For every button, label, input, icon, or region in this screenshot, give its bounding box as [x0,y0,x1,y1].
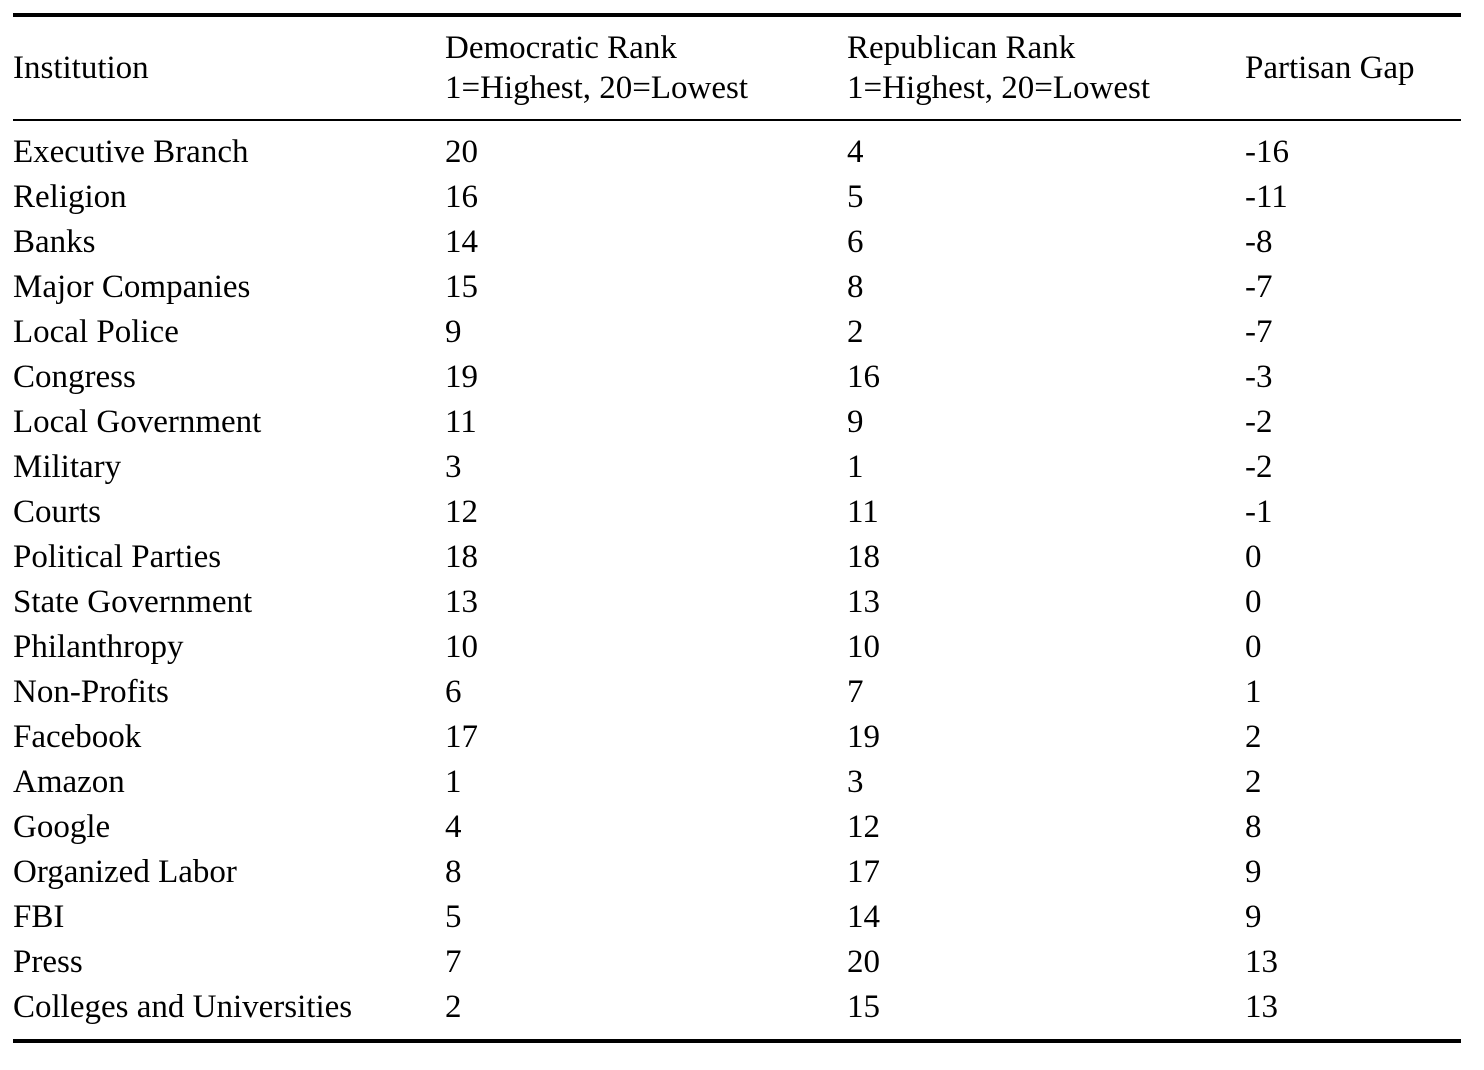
col-header-democratic-rank-label: Democratic Rank [445,30,677,66]
partisan-gap-cell: 13 [1245,989,1278,1025]
democratic-rank-cell: 19 [445,359,478,395]
institution-cell: Google [13,809,111,845]
table-row [13,895,1461,940]
partisan-gap-cell: 2 [1245,719,1262,755]
republican-rank-cell: 7 [847,674,864,710]
col-header-institution-label: Institution [13,50,149,86]
col-header-republican-rank [847,15,1245,120]
republican-rank-cell: 13 [847,584,880,620]
partisan-gap-cell: 9 [1245,854,1262,890]
table-row [13,175,1461,220]
democratic-rank-cell: 12 [445,494,478,530]
col-header-republican-rank-label: Republican Rank [847,30,1076,66]
partisan-gap-cell: -2 [1245,404,1273,440]
partisan-gap-cell: 1 [1245,674,1262,710]
republican-rank-cell: 17 [847,854,880,890]
institution-rank-table [13,13,1461,1043]
table-row [13,985,1461,1041]
partisan-gap-cell: -7 [1245,269,1273,305]
institution-cell: Political Parties [13,539,222,575]
partisan-gap-cell: -3 [1245,359,1273,395]
democratic-rank-cell: 2 [445,989,462,1025]
table-row [13,445,1461,490]
table-row [13,670,1461,715]
col-header-partisan-gap [1245,15,1461,120]
institution-cell: Non-Profits [13,674,169,710]
republican-rank-cell: 11 [847,494,879,530]
democratic-rank-cell: 17 [445,719,478,755]
table-row [13,580,1461,625]
partisan-gap-cell: -16 [1245,134,1289,170]
democratic-rank-cell: 6 [445,674,462,710]
partisan-gap-cell: -11 [1245,179,1288,215]
institution-cell: Major Companies [13,269,251,305]
democratic-rank-cell: 15 [445,269,478,305]
democratic-rank-cell: 14 [445,224,478,260]
institution-cell: State Government [13,584,253,620]
institution-cell: Executive Branch [13,134,249,170]
institution-cell: Philanthropy [13,629,184,665]
republican-rank-cell: 6 [847,224,864,260]
democratic-rank-cell: 18 [445,539,478,575]
democratic-rank-cell: 11 [445,404,477,440]
table-row [13,805,1461,850]
institution-cell: Religion [13,179,127,215]
col-header-partisan-gap-label: Partisan Gap [1245,50,1415,86]
partisan-gap-cell: -8 [1245,224,1273,260]
partisan-gap-cell: 8 [1245,809,1262,845]
institution-cell: Military [13,449,122,485]
republican-rank-cell: 19 [847,719,880,755]
table-row [13,535,1461,580]
institution-cell: Organized Labor [13,854,237,890]
democratic-rank-cell: 3 [445,449,462,485]
table-header [13,15,1461,120]
partisan-gap-cell: 0 [1245,584,1262,620]
republican-rank-cell: 14 [847,899,880,935]
republican-rank-cell: 1 [847,449,864,485]
institution-cell: Press [13,944,83,980]
paper-page [0,13,1484,1070]
republican-rank-cell: 2 [847,314,864,350]
table-row [13,220,1461,265]
republican-rank-cell: 3 [847,764,864,800]
republican-rank-cell: 4 [847,134,864,170]
democratic-rank-cell: 8 [445,854,462,890]
partisan-gap-cell: 0 [1245,629,1262,665]
democratic-rank-cell: 4 [445,809,462,845]
republican-rank-cell: 16 [847,359,880,395]
table-row [13,940,1461,985]
table-row [13,490,1461,535]
institution-cell: FBI [13,899,65,935]
partisan-gap-cell: 9 [1245,899,1262,935]
democratic-rank-cell: 20 [445,134,478,170]
table-row [13,310,1461,355]
table-row [13,400,1461,445]
democratic-rank-cell: 13 [445,584,478,620]
institution-cell: Amazon [13,764,125,800]
democratic-rank-cell: 16 [445,179,478,215]
democratic-rank-cell: 7 [445,944,462,980]
institution-cell: Colleges and Universities [13,989,353,1025]
table-row [13,715,1461,760]
republican-rank-cell: 8 [847,269,864,305]
table-row [13,265,1461,310]
partisan-gap-cell: 0 [1245,539,1262,575]
col-header-democratic-rank-sublabel: 1=Highest, 20=Lowest [445,70,749,106]
republican-rank-cell: 15 [847,989,880,1025]
table-header-row [13,15,1461,120]
democratic-rank-cell: 9 [445,314,462,350]
republican-rank-cell: 5 [847,179,864,215]
republican-rank-cell: 20 [847,944,880,980]
col-header-republican-rank-sublabel: 1=Highest, 20=Lowest [847,70,1151,106]
republican-rank-cell: 10 [847,629,880,665]
partisan-gap-cell: 2 [1245,764,1262,800]
table-row [13,760,1461,805]
table-body [13,120,1461,1041]
institution-cell: Congress [13,359,136,395]
partisan-gap-cell: -7 [1245,314,1273,350]
republican-rank-cell: 12 [847,809,880,845]
democratic-rank-cell: 1 [445,764,462,800]
republican-rank-cell: 18 [847,539,880,575]
col-header-institution [13,15,445,120]
institution-cell: Facebook [13,719,142,755]
col-header-democratic-rank [445,15,847,120]
institution-cell: Local Police [13,314,179,350]
partisan-gap-cell: -1 [1245,494,1273,530]
institution-cell: Courts [13,494,102,530]
republican-rank-cell: 9 [847,404,864,440]
table-row [13,850,1461,895]
partisan-gap-cell: 13 [1245,944,1278,980]
table-row [13,355,1461,400]
partisan-gap-cell: -2 [1245,449,1273,485]
table-row [13,120,1461,175]
democratic-rank-cell: 10 [445,629,478,665]
institution-cell: Banks [13,224,96,260]
institution-cell: Local Government [13,404,262,440]
table-row [13,625,1461,670]
democratic-rank-cell: 5 [445,899,462,935]
